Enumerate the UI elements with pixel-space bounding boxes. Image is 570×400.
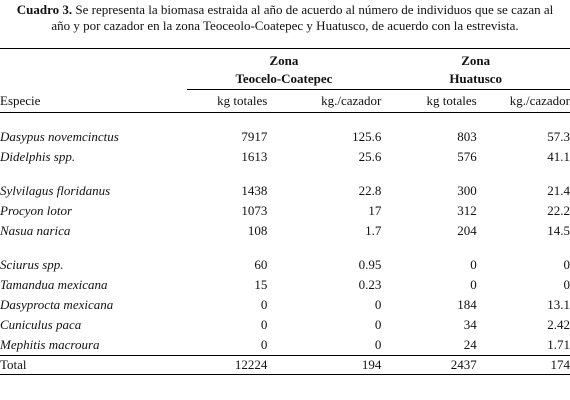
zone-header-row-1: [0, 49, 570, 69]
kg-totales-zone1: 0: [260, 297, 268, 312]
caption-text: Se representa la biomasa estraida al año de acuerdo al número de individuos que se cazan al año y por cazador en la zona Teoceolo-Coatepec y Huatusco, de acuerdo con la estrevista.: [51, 2, 554, 33]
zone2-title: Zona: [461, 53, 491, 68]
total-kg-totales-zone1: 12224: [234, 357, 268, 372]
species-name: Procyon lotor: [0, 203, 73, 218]
kg-cazador-zone1: 25.6: [358, 149, 382, 164]
table-row: [0, 147, 570, 167]
table-row: [0, 315, 570, 335]
kg-totales-zone1: 60: [254, 257, 268, 272]
table-row: [0, 295, 570, 315]
kg-cazador-zone1: 0: [374, 337, 382, 352]
species-name: Sylvilagus floridanus: [0, 183, 111, 198]
zone2-name: Huatusco: [381, 69, 570, 90]
table-row: [0, 181, 570, 201]
column-header-row: [0, 90, 570, 113]
kg-cazador-zone1: 0: [374, 297, 382, 312]
group-spacer: [0, 167, 570, 181]
kg-cazador-zone2: 57.3: [547, 129, 570, 144]
biomass-table: [0, 49, 570, 375]
header-kg-cazador-zone2: kg./cazador: [509, 93, 570, 108]
kg-cazador-zone2: 0: [563, 277, 570, 292]
kg-cazador-zone1: 0: [374, 317, 382, 332]
kg-totales-zone2: 204: [457, 223, 477, 238]
kg-totales-zone1: 1613: [241, 149, 268, 164]
kg-cazador-zone1: 0.95: [358, 257, 382, 272]
kg-totales-zone2: 184: [457, 297, 477, 312]
table-row: [0, 275, 570, 295]
kg-totales-zone2: 300: [457, 183, 477, 198]
table-caption: [0, 0, 570, 34]
header-especie: Especie: [0, 92, 41, 108]
species-name: Nasua narica: [0, 223, 71, 238]
kg-cazador-zone2: 0: [563, 257, 570, 272]
total-kg-totales-zone2: 2437: [450, 357, 477, 372]
total-label: Total: [0, 357, 27, 372]
species-name: Dasyprocta mexicana: [0, 297, 114, 312]
kg-totales-zone2: 576: [457, 149, 477, 164]
kg-totales-zone2: 312: [457, 203, 477, 218]
kg-cazador-zone1: 22.8: [358, 183, 382, 198]
group-spacer: [0, 113, 570, 128]
table-row: [0, 335, 570, 356]
kg-cazador-zone1: 0.23: [358, 277, 382, 292]
kg-cazador-zone2: 21.4: [547, 183, 570, 198]
zone-header-row-2: [0, 69, 570, 90]
total-kg-cazador-zone1: 194: [361, 357, 382, 372]
kg-totales-zone1: 7917: [241, 129, 268, 144]
kg-totales-zone1: 15: [254, 277, 268, 292]
kg-cazador-zone2: 22.2: [547, 203, 570, 218]
zone1-title: Zona: [269, 53, 299, 68]
kg-totales-zone2: 803: [457, 129, 477, 144]
total-row: [0, 356, 570, 375]
table-row: [0, 221, 570, 241]
header-kg-cazador-zone1: kg./cazador: [321, 93, 382, 108]
zone1-name: Teocelo-Coatepec: [187, 69, 382, 90]
species-name: Cuniculus paca: [0, 317, 82, 332]
kg-cazador-zone1: 1.7: [365, 223, 382, 238]
kg-totales-zone1: 1438: [241, 183, 268, 198]
kg-totales-zone1: 0: [260, 337, 268, 352]
kg-totales-zone1: 1073: [241, 203, 268, 218]
table-row: [0, 201, 570, 221]
species-name: Dasypus novemcinctus: [0, 129, 119, 144]
caption-label: Cuadro 3.: [16, 2, 73, 17]
kg-totales-zone2: 0: [470, 277, 477, 292]
kg-totales-zone1: 0: [260, 317, 268, 332]
group-spacer: [0, 241, 570, 255]
species-name: Tamandua mexicana: [0, 277, 108, 292]
total-kg-cazador-zone2: 174: [550, 357, 570, 372]
species-name: Sciurus spp.: [0, 257, 64, 272]
kg-cazador-zone2: 41.1: [547, 149, 570, 164]
kg-cazador-zone2: 2.42: [547, 317, 570, 332]
kg-totales-zone2: 34: [463, 317, 477, 332]
kg-totales-zone2: 24: [463, 337, 477, 352]
kg-cazador-zone1: 125.6: [352, 129, 382, 144]
kg-totales-zone2: 0: [470, 257, 477, 272]
kg-cazador-zone2: 14.5: [547, 223, 570, 238]
kg-totales-zone1: 108: [247, 223, 268, 238]
table-row: [0, 127, 570, 147]
kg-cazador-zone2: 13.1: [547, 297, 570, 312]
kg-cazador-zone2: 1.71: [547, 337, 570, 352]
species-name: Mephitis macroura: [0, 337, 100, 352]
kg-cazador-zone1: 17: [368, 203, 382, 218]
table-row: [0, 255, 570, 275]
header-kg-totales-zone1: kg totales: [217, 93, 268, 108]
species-name: Didelphis spp.: [0, 149, 76, 164]
header-kg-totales-zone2: kg totales: [426, 93, 477, 108]
